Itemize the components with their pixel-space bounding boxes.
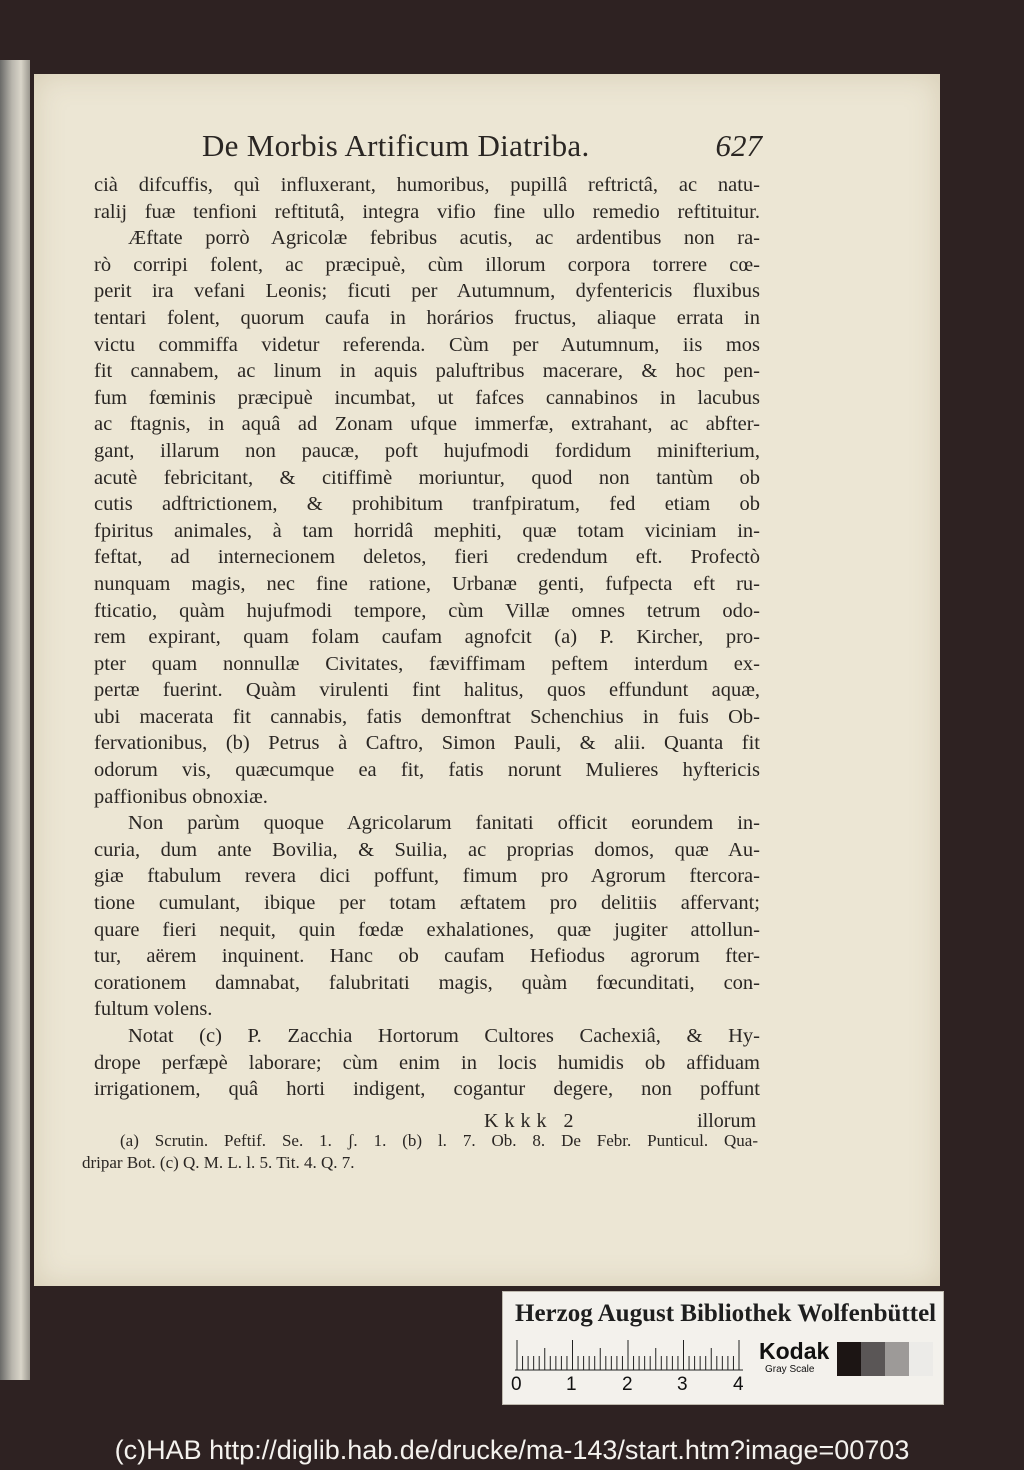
text-line: Non parùm quoque Agricolarum fanitati officit eorundem in- (128, 812, 760, 835)
ruler-number: 1 (566, 1374, 577, 1395)
text-line: rò corripi folent, ac præcipuè, cùm illorum corpora torrere cœ- (94, 253, 760, 276)
text-line: fultum volens. (94, 998, 213, 1021)
text-line: fum fœminis præcipuè incumbat, ut fafces cannabinos in lacubus (94, 386, 760, 409)
text-line: corationem damnabat, falubritati magis, quàm fœcunditati, con- (94, 971, 760, 994)
footnote-line: (a) Scrutin. Peftif. Se. 1. ʃ. 1. (b) l. 7. Ob. 8. De Febr. Punticul. Qua- (120, 1131, 758, 1150)
text-line: irrigationem, quâ horti indigent, cogantur degere, non poffunt (94, 1078, 760, 1101)
text-line: rem expirant, quam folam caufam agnofcit (a) P. Kircher, pro- (94, 626, 760, 649)
running-title: De Morbis Artificum Diatriba. (202, 128, 590, 163)
text-line: ac ftagnis, in aquâ ad Zonam ufque immerfæ, extrahant, ac abfter- (94, 413, 760, 436)
text-line: perit ira vefani Leonis; ficuti per Autumnum, dyfentericis fluxibus (94, 280, 760, 303)
text-line: fpiritus animales, à tam horridâ mephiti, quæ totam viciniam in- (94, 519, 760, 542)
gray-swatches (837, 1342, 933, 1376)
signature-mark: Kkkk 2 (484, 1110, 580, 1132)
text-line: victu commiffa videtur referenda. Cùm per Autumnum, iis mos (94, 333, 760, 356)
ruler-number: 3 (677, 1374, 688, 1395)
text-line: tione cumulant, ibique per totam æftatem pro delitiis affervant; (94, 892, 760, 915)
ruler-number: 4 (733, 1374, 744, 1395)
text-line: gant, illarum non paucæ, poft hujufmodi fordidum minifterium, (94, 439, 760, 462)
footnote-line: dripar Bot. (c) Q. M. L. l. 5. Tit. 4. Q. 7. (82, 1153, 355, 1172)
ruler-numbers (511, 1374, 747, 1396)
text-line: odorum vis, quæcumque ea fit, fatis norunt Mulieres hyftericis (94, 759, 760, 782)
text-line: Æftate porrò Agricolæ febribus acutis, ac ardentibus non ra- (128, 227, 760, 250)
source-url: (c)HAB http://diglib.hab.de/drucke/ma-143/start.htm?image=00703 (114, 1435, 910, 1465)
gray-scale-label: Gray Scale (765, 1364, 815, 1375)
text-line: acutè febricitant, & citiffimè moriuntur, quod non tantùm ob (94, 466, 760, 489)
text-line: nunquam magis, nec fine ratione, Urbanæ genti, fufpecta eft ru- (94, 572, 760, 595)
text-line: feftat, ad internecionem deletos, fieri credendum eft. Profectò (94, 546, 760, 569)
text-line: ralij fuæ tenfioni reftitutâ, integra vifio fine ullo remedio reftituitur. (94, 200, 760, 223)
body-text (94, 172, 760, 1101)
text-line: fticatio, quàm hujufmodi tempore, cùm Villæ omnes tetrum odo- (94, 599, 760, 622)
text-line: tentari folent, quorum caufa in horários fructus, aliaque errata in (94, 306, 760, 329)
adjacent-page-edge (0, 60, 30, 1380)
running-head (202, 128, 762, 164)
text-line: tur, aërem inquinent. Hanc ob caufam Hefiodus agrorum fter- (94, 945, 760, 968)
text-line: fervationibus, (b) Petrus à Caftro, Simon Pauli, & alii. Quanta fit (94, 732, 760, 755)
text-line: giæ ftabulum revera dici poffunt, fimum pro Agrorum ftercora- (94, 865, 760, 888)
text-line: fit cannabem, ac linum in aquis paluftribus macerare, & hoc pen- (94, 360, 760, 383)
gray-swatch (861, 1342, 885, 1376)
footnotes (82, 1130, 758, 1182)
color-target-card (502, 1291, 944, 1405)
library-name: Herzog August Bibliothek Wolfenbüttel (515, 1300, 937, 1327)
gray-swatch (885, 1342, 909, 1376)
ruler-ticks (515, 1336, 743, 1372)
gray-swatch (909, 1342, 933, 1376)
text-line: quare fieri nequit, quin fœdæ exhalationes, quæ jugiter attollun- (94, 918, 760, 941)
text-line: cutis adftrictionem, & prohibitum tranfpiratum, fed etiam ob (94, 493, 760, 516)
gray-swatch (837, 1342, 861, 1376)
page-number: 627 (715, 128, 762, 163)
kodak-logo: Kodak (759, 1338, 830, 1364)
ruler-number: 0 (511, 1374, 522, 1395)
ruler-number: 2 (622, 1374, 633, 1395)
text-line: pter quam nonnullæ Civitates, fæviffimam peftem interdum ex- (94, 652, 760, 675)
text-line: Notat (c) P. Zacchia Hortorum Cultores Cachexiâ, & Hy- (128, 1025, 760, 1047)
catchword: illorum (697, 1110, 756, 1132)
text-line: ubi macerata fit cannabis, fatis demonftrat Schenchius in fuis Ob- (94, 705, 760, 728)
text-line: pertæ fuerint. Quàm virulenti fint halitus, quos effundunt aquæ, (94, 679, 760, 702)
text-line: curia, dum ante Bovilia, & Suilia, ac proprias domos, quæ Au- (94, 838, 760, 861)
text-line: paffionibus obnoxiæ. (94, 785, 268, 808)
text-line: drope perfæpè laborare; cùm enim in locis humidis ob affiduam (94, 1051, 760, 1074)
text-line: cià difcuffis, quì influxerant, humoribus, pupillâ reftrictâ, ac natu- (94, 174, 760, 196)
